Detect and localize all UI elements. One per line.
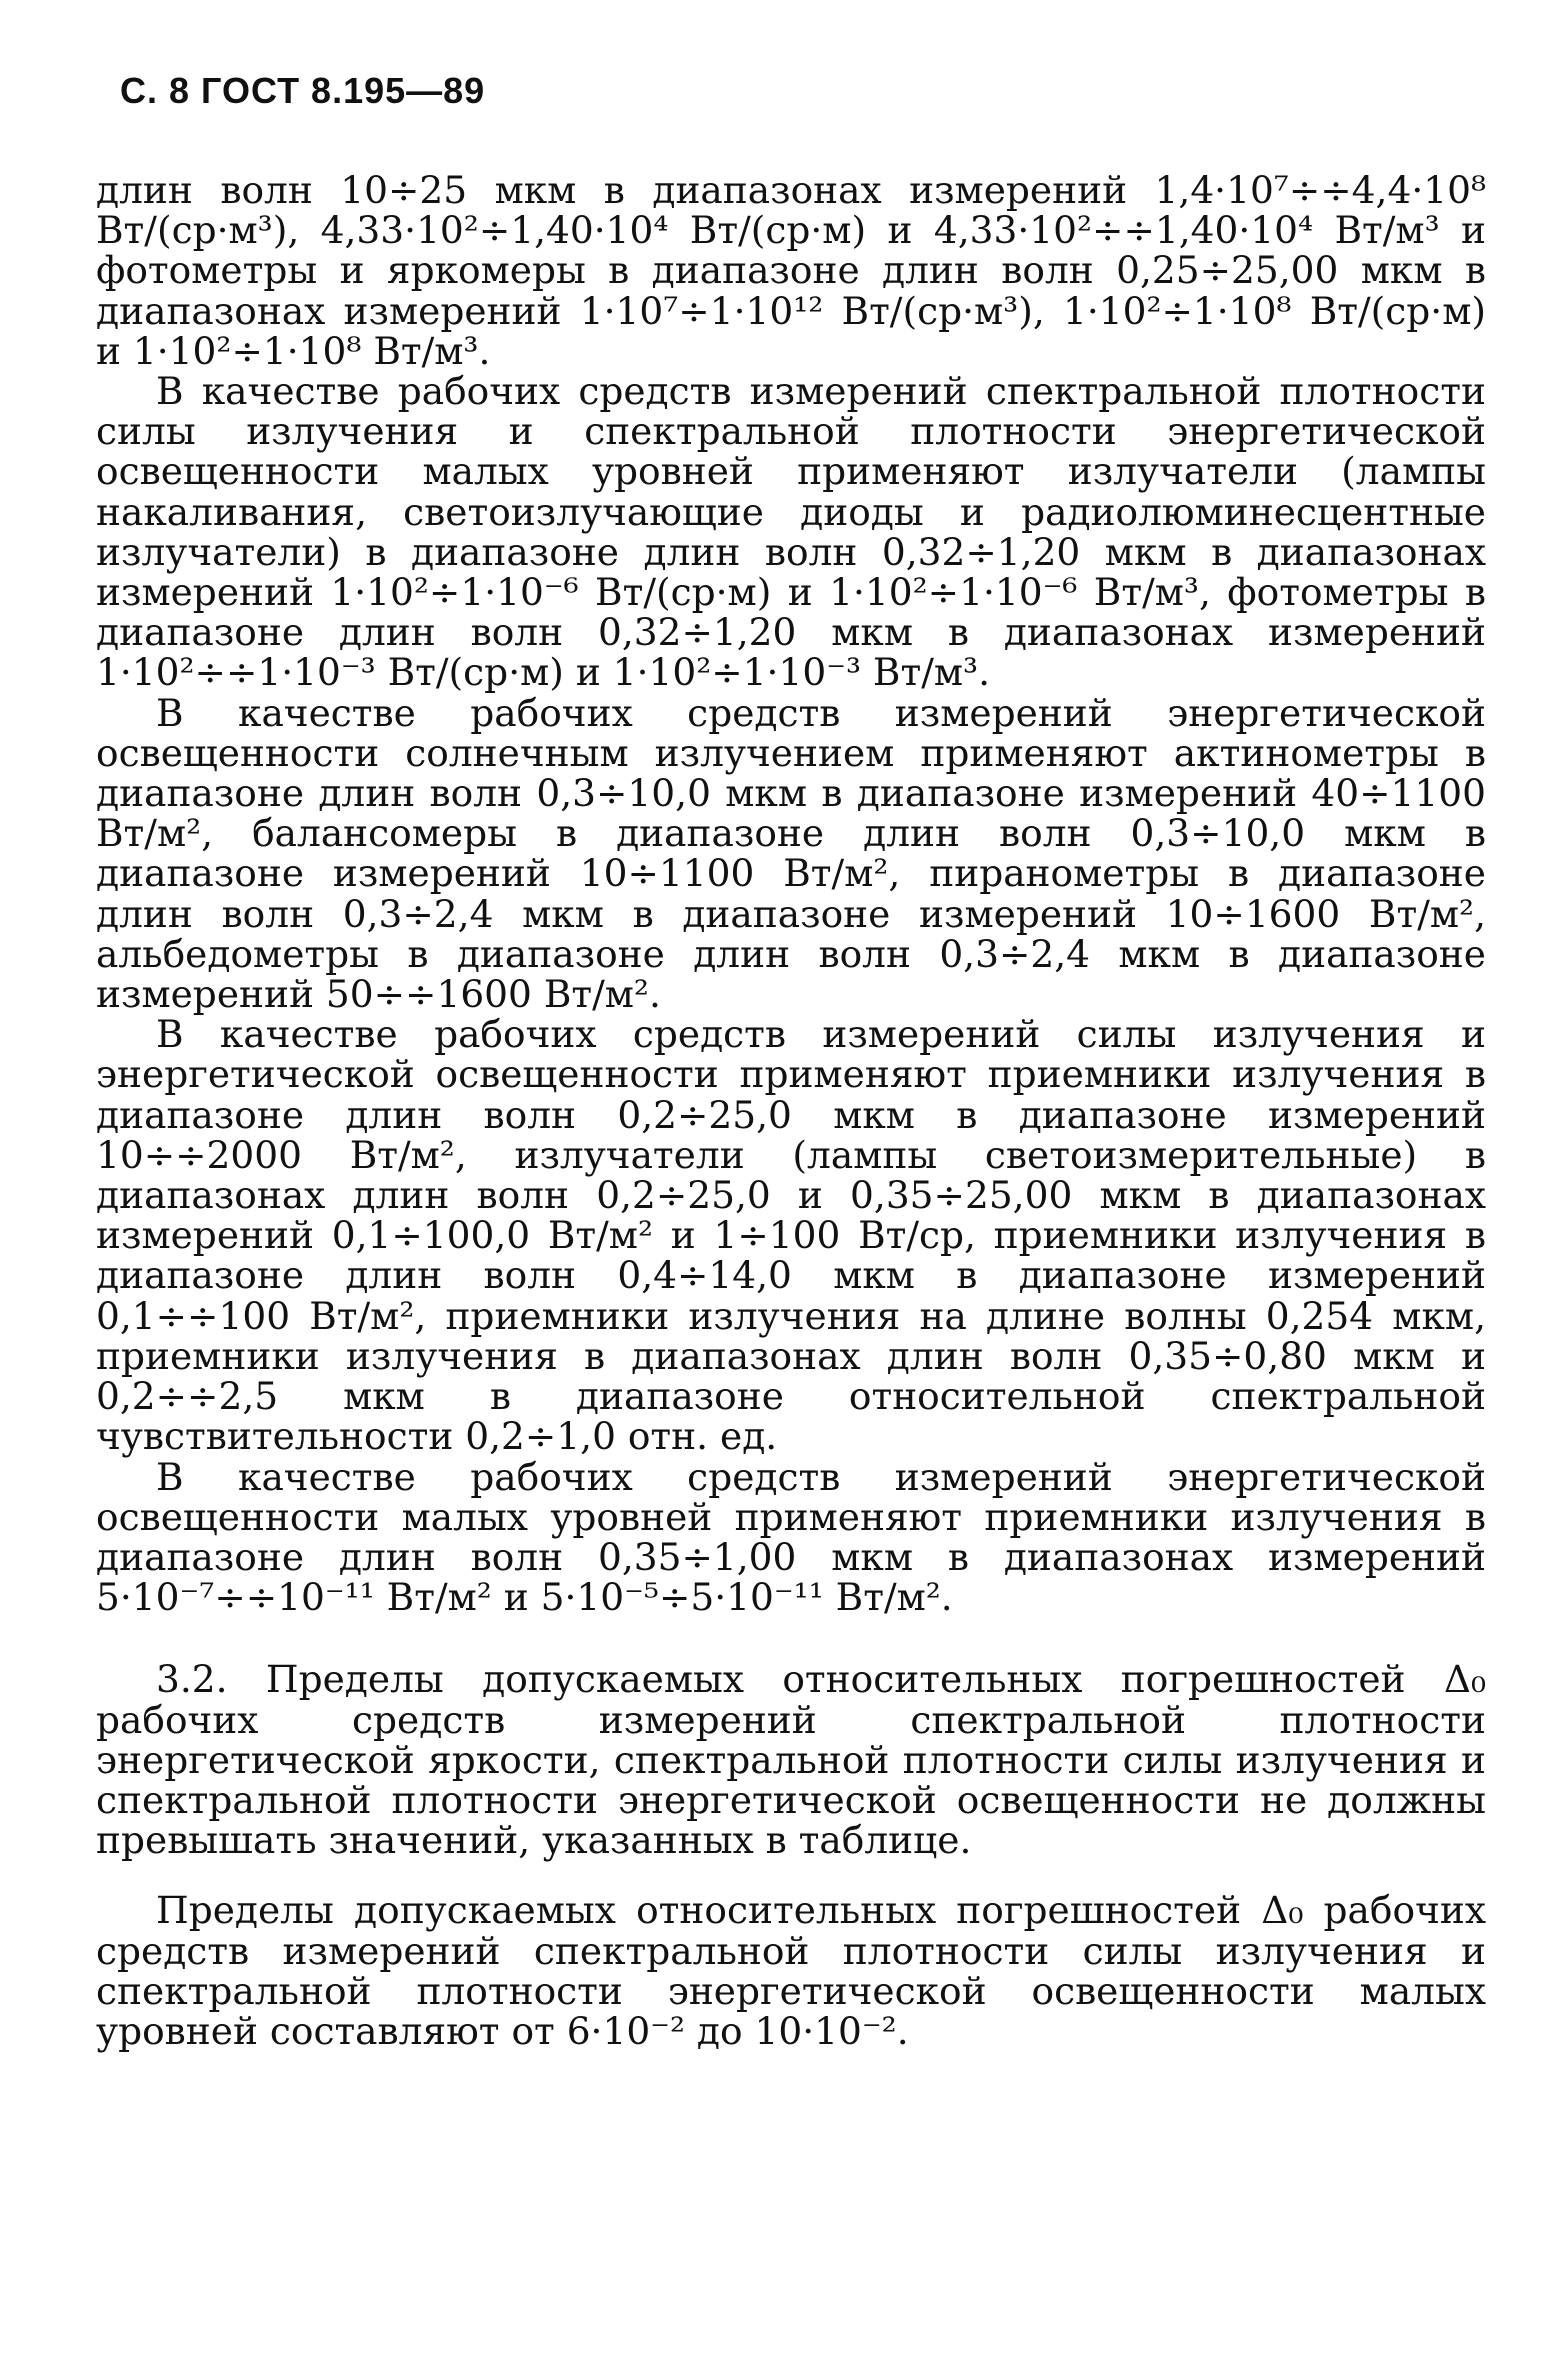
paragraph-low-level-irradiance: В качестве рабочих средств измерений энергетической освещенности малых уровней применяют приемники излучения в диапазоне длин волн 0,35÷1,00 мкм в диапазонах измерений 5·10⁻⁷÷÷10⁻¹¹ Вт/м² и 5·10⁻⁵÷5·10⁻¹¹ Вт/м². xyxy=(96,1454,1486,1620)
paragraph-error-limits: Пределы допускаемых относительных погрешностей Δ₀ рабочих средств измерений спектральной плотности силы излучения и спектральной плотности энергетической освещенности малых уровней составляют от 6·10⁻² до 10·10⁻². xyxy=(96,1888,1486,2053)
paragraph-radiant-intensity: В качестве рабочих средств измерений силы излучения и энергетической освещенности применяют приемники излучения в диапазоне длин волн 0,2÷25,0 мкм в диапазоне измерений 10÷÷2000 Вт/м², излучатели (лампы светоизмерительные) в диапазонах длин волн 0,2÷25,0 и 0,35÷25,00 мкм в диапазонах измерений 0,1÷100,0 Вт/м² и 1÷100 Вт/ср, приемники излучения в диапазоне длин волн 0,4÷14,0 мкм в диапазоне измерений 0,1÷÷100 Вт/м², приемники излучения на длине волны 0,254 мкм, приемники излучения в диапазонах длин волн 0,35÷0,80 мкм и 0,2÷÷2,5 мкм в диапазоне относительной спектральной чувствительности 0,2÷1,0 отн. ед. xyxy=(96,1012,1486,1459)
paragraph-solar-irradiance: В качестве рабочих средств измерений энергетической освещенности солнечным излучением применяют актинометры в диапазоне длин волн 0,3÷10,0 мкм в диапазоне измерений 40÷1100 Вт/м², балансомеры в диапазоне длин волн 0,3÷10,0 мкм в диапазоне измерений 10÷1100 Вт/м², пиранометры в диапазоне длин волн 0,3÷2,4 мкм в диапазоне измерений 10÷1600 Вт/м², альбедометры в диапазоне длин волн 0,3÷2,4 мкм в диапазоне измерений 50÷÷1600 Вт/м². xyxy=(96,690,1486,1017)
paragraph-continuation: длин волн 10÷25 мкм в диапазонах измерений 1,4·10⁷÷÷4,4·10⁸ Вт/(ср·м³), 4,33·10²÷1,40·10⁴ Вт/(ср·м) и 4,33·10²÷÷1,40·10⁴ Вт/м³ и фотометры и яркомеры в диапазоне длин волн 0,25÷25,00 мкм в диапазонах измерений 1·10⁷÷1·10¹² Вт/(ср·м³), 1·10²÷1·10⁸ Вт/(ср·м) и 1·10²÷1·10⁸ Вт/м³. xyxy=(96,168,1486,373)
page-header: С. 8 ГОСТ 8.195—89 xyxy=(120,70,486,111)
paragraph-section-3-2: 3.2. Пределы допускаемых относительных погрешностей Δ₀ рабочих средств измерений спектральной плотности энергетической яркости, спектральной плотности силы излучения и спектральной плотности энергетической освещенности не должны превышать значений, указанных в таблице. xyxy=(96,1657,1486,1863)
document-page xyxy=(96,70,1486,2051)
paragraph-spectral-density: В качестве рабочих средств измерений спектральной плотности силы излучения и спектральной плотности энергетической освещенности малых уровней применяют излучатели (лампы накаливания, светоизлучающие диоды и радиолюминесцентные излучатели) в диапазоне длин волн 0,32÷1,20 мкм в диапазонах измерений 1·10²÷1·10⁻⁶ Вт/(ср·м) и 1·10²÷1·10⁻⁶ Вт/м³, фотометры в диапазоне длин волн 0,32÷1,20 мкм в диапазонах измерений 1·10²÷÷1·10⁻³ Вт/(ср·м) и 1·10²÷1·10⁻³ Вт/м³. xyxy=(96,369,1486,695)
